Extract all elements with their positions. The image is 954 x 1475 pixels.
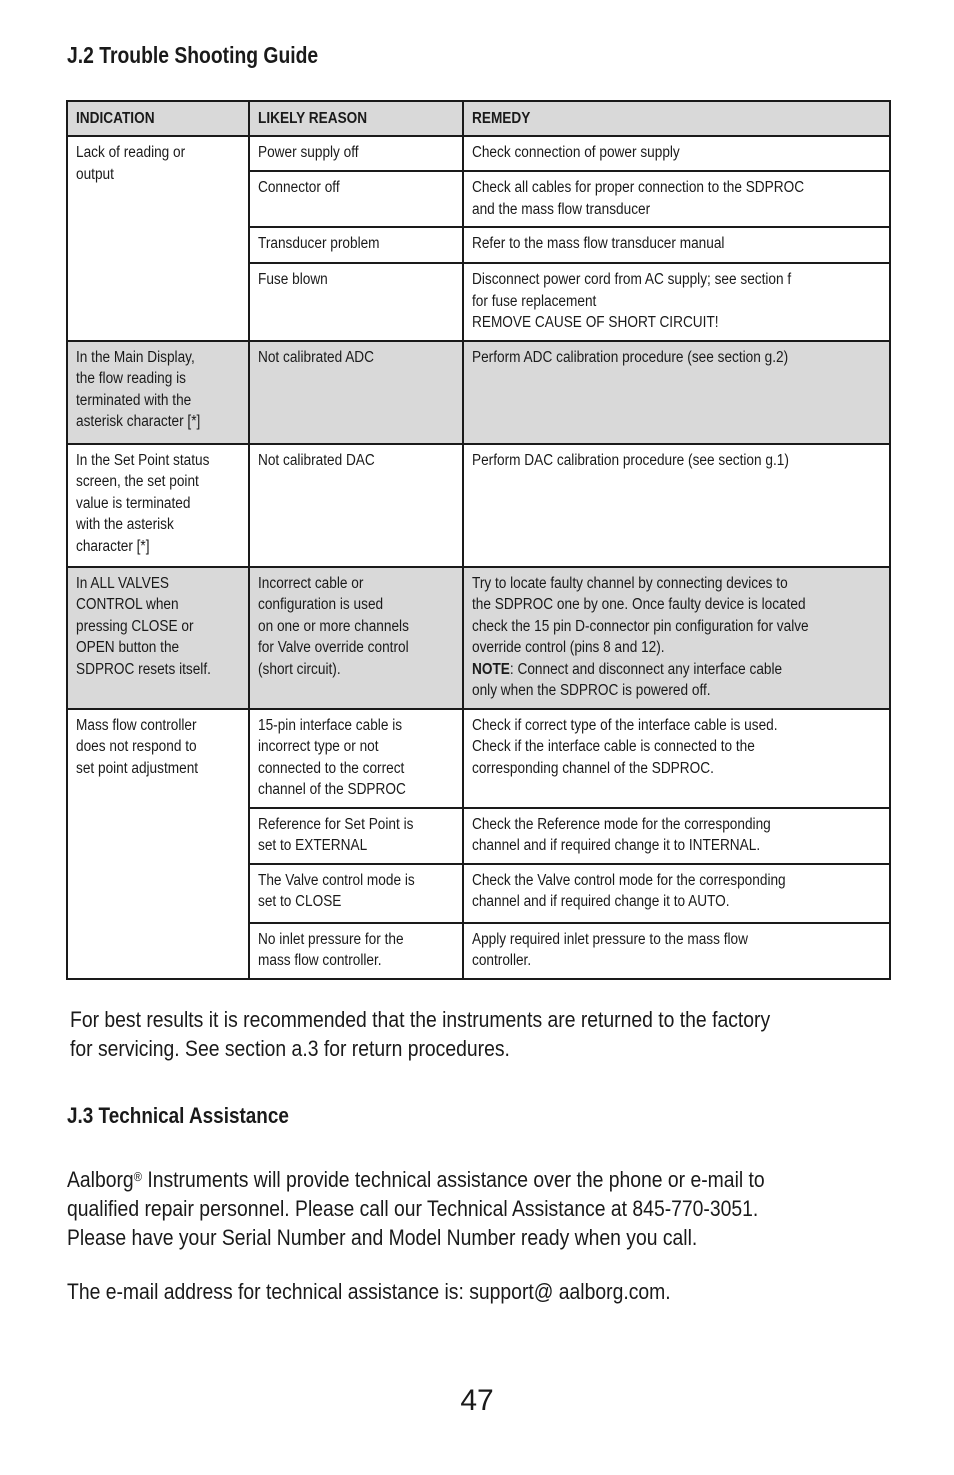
remedy-text: Try to locate faulty channel by connecting devices to the SDPROC one by one. Once faulty device is located check the 15 pin D-connector pin configuration for valve override control (pins 8 and 12). bbox=[472, 574, 809, 656]
email-paragraph: The e-mail address for technical assistance is: support@ aalborg.com. bbox=[67, 1279, 671, 1304]
reason-cell: Power supply off bbox=[249, 136, 463, 171]
best-results-paragraph: For best results it is recommended that the instruments are returned to the factory for servicing. See section a.3 for return procedures. bbox=[70, 1007, 771, 1061]
indication-cell: In ALL VALVES CONTROL when pressing CLOSE or OPEN button the SDPROC resets itself. bbox=[67, 567, 249, 709]
reason-cell: 15-pin interface cable is incorrect type or not connected to the correct channel of the SDPROC bbox=[249, 709, 463, 808]
header-indication: INDICATION bbox=[67, 101, 249, 136]
table-row bbox=[67, 136, 890, 171]
remedy-cell bbox=[463, 567, 890, 709]
page-number: 47 bbox=[460, 1384, 494, 1417]
remedy-cell: Disconnect power cord from AC supply; see section f for fuse replacement REMOVE CAUSE OF SHORT CIRCUIT! bbox=[463, 263, 890, 341]
remedy-cell: Check the Reference mode for the corresponding channel and if required change it to INTERNAL. bbox=[463, 808, 890, 864]
reason-cell: Not calibrated DAC bbox=[249, 444, 463, 567]
reason-cell: Reference for Set Point is set to EXTERNAL bbox=[249, 808, 463, 864]
trouble-shooting-table bbox=[66, 100, 891, 980]
registered-mark: ® bbox=[133, 1169, 142, 1184]
remedy-cell: Apply required inlet pressure to the mass flow controller. bbox=[463, 923, 890, 979]
note-label: NOTE bbox=[472, 660, 510, 678]
table-row bbox=[67, 341, 890, 444]
remedy-cell: Refer to the mass flow transducer manual bbox=[463, 227, 890, 263]
remedy-cell: Perform DAC calibration procedure (see section g.1) bbox=[463, 444, 890, 567]
table-header-row bbox=[67, 101, 890, 136]
section-title: J.2 Trouble Shooting Guide bbox=[67, 42, 319, 68]
remedy-cell: Check if correct type of the interface cable is used. Check if the interface cable is connected to the corresponding channel of the SDPROC. bbox=[463, 709, 890, 808]
indication-cell: Lack of reading or output bbox=[67, 136, 249, 341]
reason-cell: Fuse blown bbox=[249, 263, 463, 341]
technical-assistance-paragraph bbox=[67, 1162, 867, 1252]
reason-cell: No inlet pressure for the mass flow controller. bbox=[249, 923, 463, 979]
remedy-cell: Check the Valve control mode for the corresponding channel and if required change it to AUTO. bbox=[463, 864, 890, 923]
reason-cell: Not calibrated ADC bbox=[249, 341, 463, 444]
remedy-cell: Perform ADC calibration procedure (see section g.2) bbox=[463, 341, 890, 444]
table-row bbox=[67, 567, 890, 709]
brand-name: Aalborg bbox=[67, 1167, 134, 1192]
assistance-text: Instruments will provide technical assistance over the phone or e-mail to qualified repair personnel. Please call our Technical Assistance at 845-770-3051. Please have your Serial Number and Model Number ready when you call. bbox=[67, 1167, 765, 1250]
reason-cell: Connector off bbox=[249, 171, 463, 227]
reason-cell: The Valve control mode is set to CLOSE bbox=[249, 864, 463, 923]
indication-cell: In the Set Point status screen, the set point value is terminated with the asterisk character [*] bbox=[67, 444, 249, 567]
remedy-cell: Check all cables for proper connection to the SDPROC and the mass flow transducer bbox=[463, 171, 890, 227]
remedy-cell: Check connection of power supply bbox=[463, 136, 890, 171]
header-likely-reason: LIKELY REASON bbox=[249, 101, 463, 136]
table-row bbox=[67, 444, 890, 567]
reason-cell: Incorrect cable or configuration is used on one or more channels for Valve override control (short circuit). bbox=[249, 567, 463, 709]
reason-cell: Transducer problem bbox=[249, 227, 463, 263]
indication-cell: In the Main Display, the flow reading is terminated with the asterisk character [*] bbox=[67, 341, 249, 444]
header-remedy: REMEDY bbox=[463, 101, 890, 136]
indication-cell: Mass flow controller does not respond to set point adjustment bbox=[67, 709, 249, 979]
section-j3-title: J.3 Technical Assistance bbox=[67, 1103, 289, 1128]
note-text: : Connect and disconnect any interface cable only when the SDPROC is powered off. bbox=[472, 660, 783, 699]
table-row bbox=[67, 709, 890, 808]
